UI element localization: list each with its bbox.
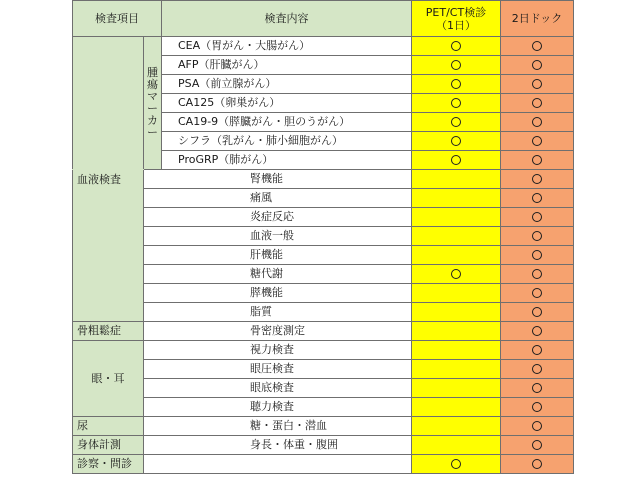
dock-cell [501,360,574,379]
table-row [73,265,574,284]
table-row [73,455,574,474]
circle-mark-icon [532,98,542,108]
pet-cell [412,379,501,398]
item-label: CA19-9（膵臓がん・胆のうがん） [162,113,412,132]
table-row [73,170,574,189]
category-exam: 診察・問診 [73,455,144,474]
pet-cell [412,360,501,379]
circle-mark-icon [532,231,542,241]
dock-cell [501,151,574,170]
item-label: 骨密度測定 [144,322,412,341]
dock-cell [501,113,574,132]
header-content: 検査内容 [162,1,412,37]
category-bone: 骨粗鬆症 [73,322,144,341]
circle-mark-icon [532,269,542,279]
item-label: 眼圧検査 [144,360,412,379]
dock-cell [501,303,574,322]
header-pet-ct-label: PET/CT検診 （1日） [425,5,487,32]
table-row [73,303,574,322]
table-row [73,417,574,436]
item-label: 肝機能 [144,246,412,265]
subcategory-tumor-marker [144,37,162,170]
category-eye-ear: 眼・耳 [73,341,144,417]
circle-mark-icon [451,136,461,146]
circle-mark-icon [451,41,461,51]
item-label: 身長・体重・腹囲 [144,436,412,455]
pet-cell [412,246,501,265]
dock-cell [501,455,574,474]
circle-mark-icon [532,364,542,374]
circle-mark-icon [532,326,542,336]
item-label [144,455,412,474]
table-row [73,284,574,303]
item-label: 視力検査 [144,341,412,360]
table-row [73,189,574,208]
item-label: 糖代謝 [144,265,412,284]
dock-cell [501,322,574,341]
pet-cell [412,37,501,56]
header-category: 検査項目 [73,1,162,37]
dock-cell [501,75,574,94]
dock-cell [501,379,574,398]
exam-comparison-table [72,0,574,474]
pet-cell [412,113,501,132]
circle-mark-icon [532,307,542,317]
pet-cell [412,417,501,436]
item-label: 痛風 [144,189,412,208]
dock-cell [501,246,574,265]
circle-mark-icon [532,60,542,70]
circle-mark-icon [451,269,461,279]
dock-cell [501,398,574,417]
header-pet-ct [412,1,501,37]
item-label: AFP（肝臓がん） [162,56,412,75]
table-row [73,398,574,417]
pet-cell [412,322,501,341]
table-row [73,227,574,246]
dock-cell [501,189,574,208]
item-label: 聴力検査 [144,398,412,417]
circle-mark-icon [451,60,461,70]
dock-cell [501,341,574,360]
pet-cell [412,265,501,284]
dock-cell [501,227,574,246]
pet-cell [412,189,501,208]
table-row [73,341,574,360]
circle-mark-icon [532,440,542,450]
item-label: 腎機能 [144,170,412,189]
dock-cell [501,265,574,284]
category-blood: 血液検査 [73,170,144,322]
circle-mark-icon [451,117,461,127]
item-label: 糖・蛋白・潜血 [144,417,412,436]
dock-cell [501,208,574,227]
subcategory-tumor-marker-label: 腫瘍マーカー [147,66,158,139]
table-row [73,322,574,341]
item-label: PSA（前立腺がん） [162,75,412,94]
table-row [73,246,574,265]
pet-cell [412,436,501,455]
dock-cell [501,37,574,56]
category-urine: 尿 [73,417,144,436]
dock-cell [501,436,574,455]
header-row [73,1,574,37]
pet-cell [412,56,501,75]
category-blood-upper [73,37,144,170]
dock-cell [501,94,574,113]
circle-mark-icon [532,402,542,412]
circle-mark-icon [532,345,542,355]
circle-mark-icon [532,288,542,298]
circle-mark-icon [532,155,542,165]
circle-mark-icon [532,250,542,260]
category-body: 身体計測 [73,436,144,455]
circle-mark-icon [451,98,461,108]
item-label: 血液一般 [144,227,412,246]
item-label: 膵機能 [144,284,412,303]
item-label: 眼底検査 [144,379,412,398]
table-row [73,379,574,398]
item-label: CA125（卵巣がん） [162,94,412,113]
circle-mark-icon [532,383,542,393]
pet-cell [412,303,501,322]
circle-mark-icon [532,459,542,469]
circle-mark-icon [532,193,542,203]
pet-cell [412,455,501,474]
circle-mark-icon [532,212,542,222]
circle-mark-icon [451,79,461,89]
dock-cell [501,56,574,75]
item-label: シフラ（乳がん・肺小細胞がん） [162,132,412,151]
pet-cell [412,398,501,417]
pet-cell [412,284,501,303]
pet-cell [412,132,501,151]
header-dock: 2日ドック [501,1,574,37]
table-row [73,436,574,455]
circle-mark-icon [532,79,542,89]
circle-mark-icon [532,174,542,184]
item-label: ProGRP（肺がん） [162,151,412,170]
circle-mark-icon [532,421,542,431]
dock-cell [501,417,574,436]
pet-cell [412,341,501,360]
table-row [73,208,574,227]
dock-cell [501,132,574,151]
item-label: CEA（胃がん・大腸がん） [162,37,412,56]
item-label: 脂質 [144,303,412,322]
circle-mark-icon [532,41,542,51]
circle-mark-icon [451,155,461,165]
pet-cell [412,75,501,94]
dock-cell [501,284,574,303]
circle-mark-icon [451,459,461,469]
pet-cell [412,94,501,113]
circle-mark-icon [532,136,542,146]
pet-cell [412,170,501,189]
dock-cell [501,170,574,189]
pet-cell [412,151,501,170]
circle-mark-icon [532,117,542,127]
table-row [73,360,574,379]
pet-cell [412,227,501,246]
item-label: 炎症反応 [144,208,412,227]
pet-cell [412,208,501,227]
table-row [73,37,574,56]
